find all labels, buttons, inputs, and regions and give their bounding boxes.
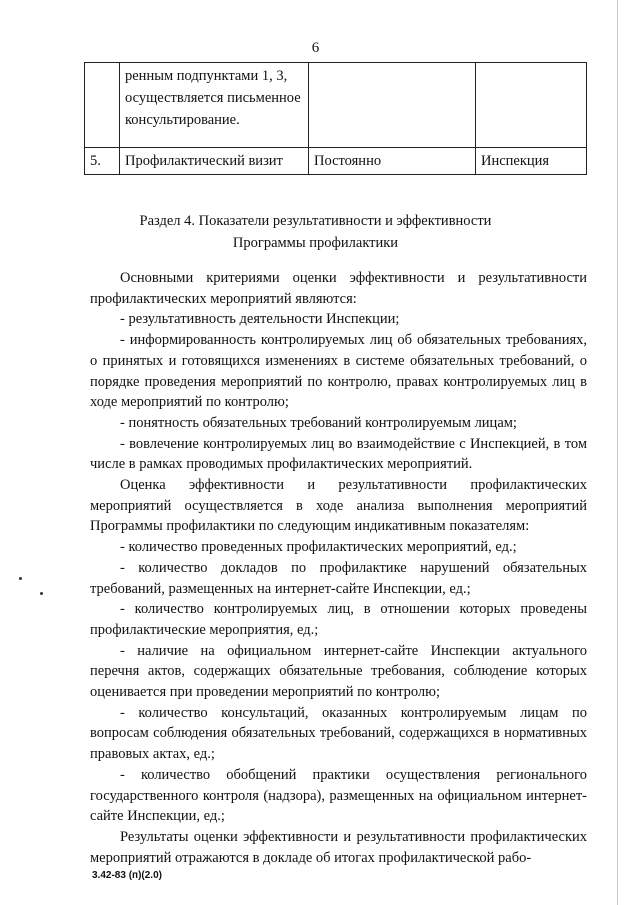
section-title [0, 210, 631, 254]
paragraph: - количество консультаций, оказанных контролируемым лицам по вопросам соблюдения обязательных требований, содержащихся в нормативных правовых актах, ед.; [90, 704, 587, 763]
table-row [85, 148, 587, 175]
page-number: 6 [311, 40, 320, 56]
table-cell-measure: ренным подпунктами 1, 3, осуществляется письменное консультирование. [120, 63, 309, 148]
table-row [85, 63, 587, 148]
paragraph: Основными критериями оценки эффективности и результативности профилактических мероприятий являются: [90, 270, 587, 307]
table-cell-timing: Постоянно [309, 148, 476, 175]
table-cell-timing [309, 63, 476, 148]
paragraph: - информированность контролируемых лиц об обязательных требованиях, о принятых и готовящихся изменениях в системе обязательных требований, о порядке проведения мероприятий по контролю, правах контролируемых лиц в ходе мероприятий по контролю; [90, 332, 587, 411]
footer-code: 3.42-83 (п)(2.0) [92, 870, 162, 881]
paragraph: - результативность деятельности Инспекции; [120, 311, 400, 328]
scan-speck [40, 592, 43, 595]
paragraph: Результаты оценки эффективности и результативности профилактических мероприятий отражаются в докладе об итогах профилактической рабо- [90, 828, 587, 866]
paragraph: - вовлечение контролируемых лиц во взаимодействие с Инспекцией, в том числе в рамках проводимых профилактических мероприятий. [90, 435, 587, 473]
paragraph: - понятность обязательных требований контролируемым лицам; [120, 414, 517, 431]
body-text [90, 268, 587, 868]
table-cell-num [85, 63, 120, 148]
paragraph: - наличие на официальном интернет-сайте Инспекции актуального перечня актов, содержащих обязательные требования, соблюдение которых оценивается при проведении мероприятий по контролю; [90, 642, 587, 701]
section-title-line1: Раздел 4. Показатели результативности и эффективности [139, 213, 492, 229]
paragraph: - количество докладов по профилактике нарушений обязательных требований, размещенных на интернет-сайте Инспекции, ед.; [90, 559, 587, 597]
table-cell-num: 5. [85, 148, 120, 175]
table-cell-responsible [476, 63, 587, 148]
measures-table [84, 62, 587, 175]
scan-speck [19, 577, 22, 580]
paragraph: - количество контролируемых лиц, в отношении которых проведены профилактические мероприятия, ед.; [90, 601, 587, 638]
section-title-line2: Программы профилактики [232, 235, 399, 251]
table-cell-responsible: Инспекция [476, 148, 587, 175]
table-cell-measure: Профилактический визит [120, 148, 309, 175]
scan-edge-line [617, 0, 618, 905]
paragraph: - количество проведенных профилактических мероприятий, ед.; [120, 539, 517, 556]
paragraph: Оценка эффективности и результативности профилактических мероприятий осуществляется в ходе анализа выполнения мероприятий Программы профилактики по следующим индикативным показателям: [90, 477, 587, 535]
paragraph: - количество обобщений практики осуществления регионального государственного контроля (надзора), размещенных на официальном интернет-сайте Инспекции, ед.; [90, 766, 587, 825]
